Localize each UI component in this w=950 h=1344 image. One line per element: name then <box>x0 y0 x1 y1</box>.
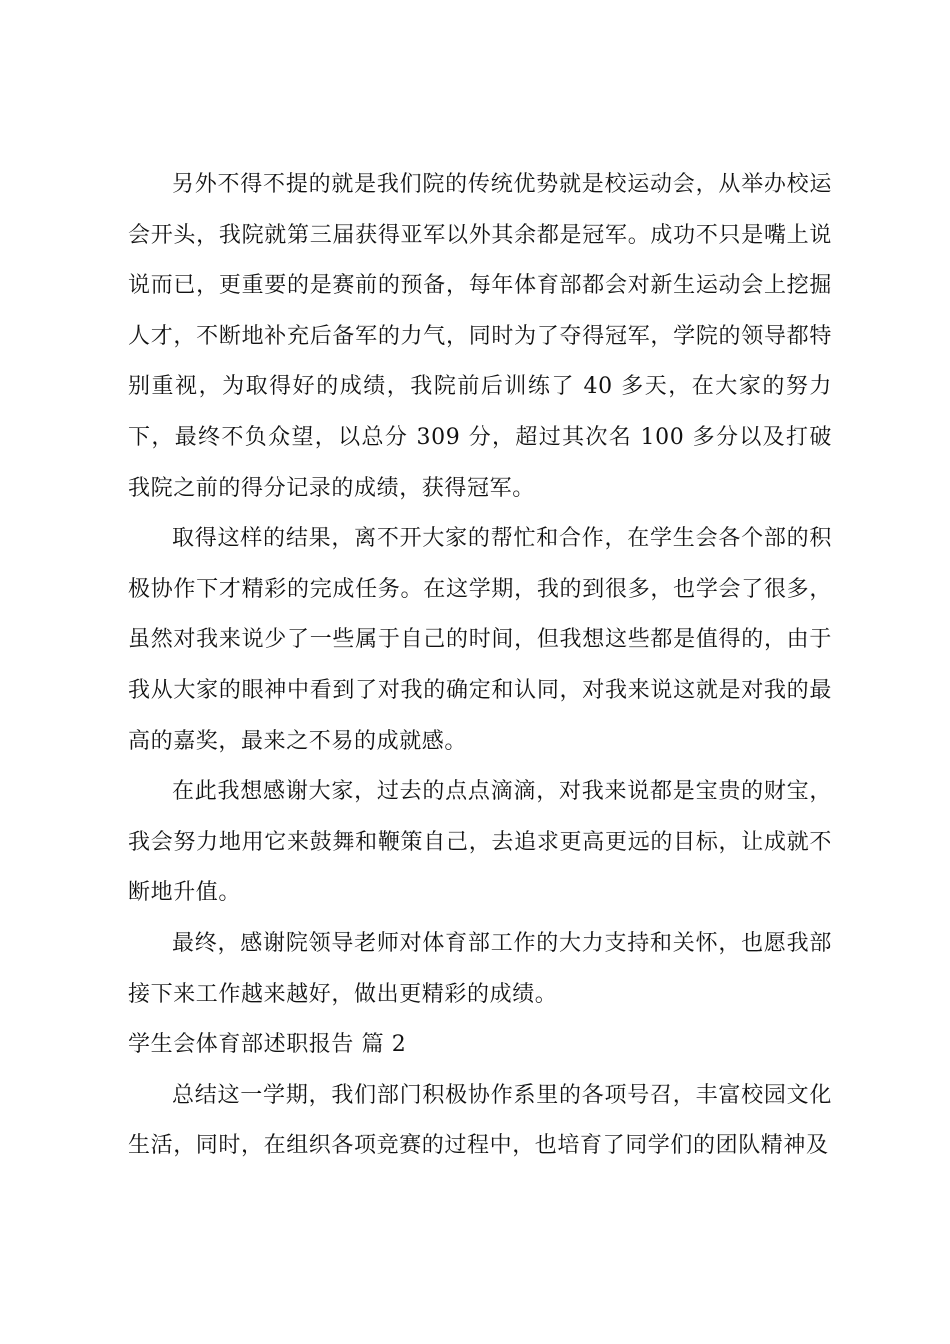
paragraph-sports-meet: 另外不得不提的就是我们院的传统优势就是校运动会，从举办校运会开头，我院就第三届获得亚军以外其余都是冠军。成功不只是嘴上说说而已，更重要的是赛前的预备，每年体育部都会对新生运动会上挖掘人才，不断地补充后备军的力气，同时为了夺得冠军，学院的领导都特别重视，为取得好的成绩，我院前后训练了 40 多天，在大家的努力下，最终不负众望，以总分 309 分，超过其次名 100 多分以及打破我院之前的得分记录的成绩，获得冠军。 <box>128 172 832 501</box>
document-body <box>128 160 832 1172</box>
paragraph-summary: 总结这一学期，我们部门积极协作系里的各项号召，丰富校园文化生活，同时，在组织各项竞赛的过程中，也培育了同学们的团队精神及 <box>128 1082 832 1159</box>
paragraph-thanks: 在此我想感谢大家，过去的点点滴滴，对我来说都是宝贵的财宝，我会努力地用它来鼓舞和鞭策自己，去追求更高更远的目标，让成就不断地升值。 <box>128 779 832 906</box>
paragraph-closing: 最终，感谢院领导老师对体育部工作的大力支持和关怀，也愿我部接下来工作越来越好，做出更精彩的成绩。 <box>128 930 832 1007</box>
section-heading: 学生会体育部述职报告 篇 2 <box>128 1032 407 1058</box>
paragraph-cooperation: 取得这样的结果，离不开大家的帮忙和合作，在学生会各个部的积极协作下才精彩的完成任务。在这学期，我的到很多，也学会了很多，虽然对我来说少了一些属于自己的时间，但我想这些都是值得的，由于我从大家的眼神中看到了对我的确定和认同，对我来说这就是对我的最高的嘉奖，最来之不易的成就感。 <box>128 526 832 754</box>
